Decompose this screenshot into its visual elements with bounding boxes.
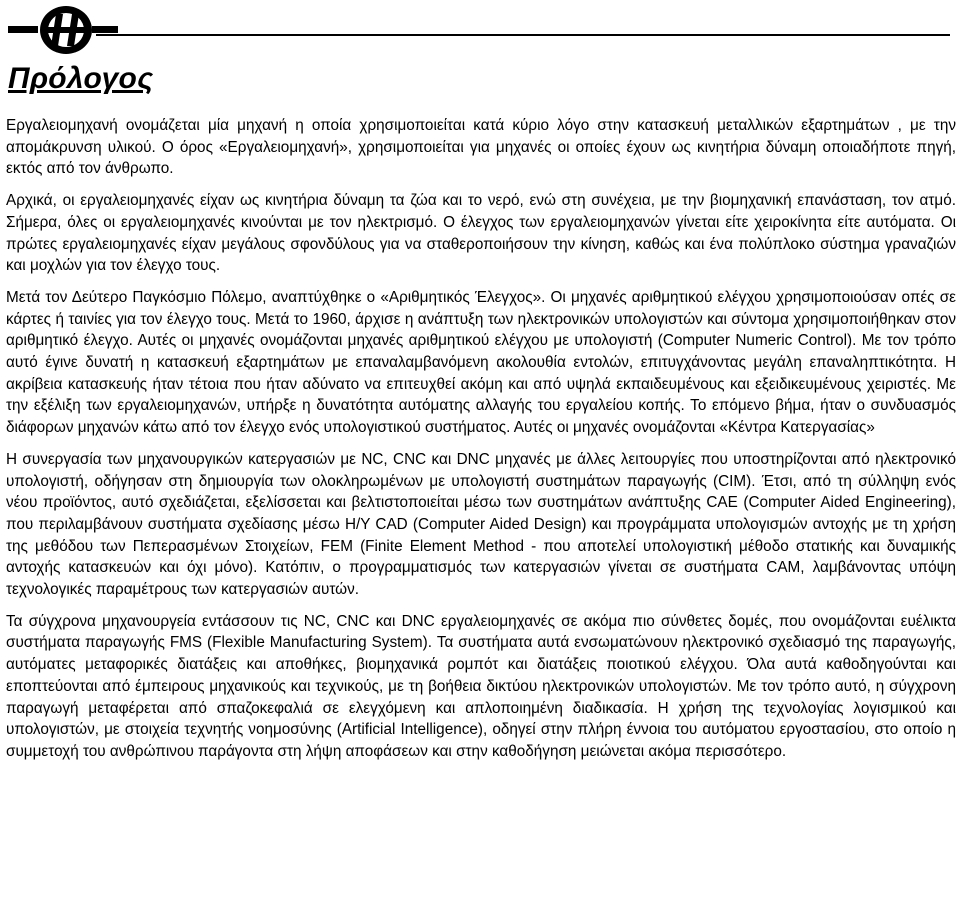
haas-logo-icon xyxy=(8,4,118,56)
paragraph: Η συνεργασία των μηχανουργικών κατεργασιών με NC, CNC και DNC μηχανές με άλλες λειτουργίες που υποστηρίζονται από ηλεκτρονικό υπολογιστή, οδήγησαν στη δημιουργία των ολοκληρωμένων με υπολογιστή συστημάτων παραγωγής (CIM). Έτσι, από τη σύλληψη ενός νέου προϊόντος, αυτό σχεδιάζεται, εξελίσσεται και βελτιστοποιείται μέσω των συστημάτων ανάπτυξης CAE (Computer Aided Engineering), που περιλαμβάνουν συστήματα σχεδίασης μέσω H/Y CAD (Computer Aided Design) και προγράμματα υπολογισμών αντοχής με τη χρήση της μεθόδου των Πεπερασμένων Στοιχείων, FEM (Finite Element Method - που αποτελεί υπολογιστική μέθοδο στατικής και δυναμικής αντοχής κατασκευών και όχι μόνο). Κατόπιν, ο προγραμματισμός των κατεργασιών γίνεται σε συστήματα CAM, λαμβάνοντας υπόψη τεχνολογικές παραμέτρους των κατεργασιών αυτών. xyxy=(6,450,956,599)
document-body xyxy=(6,115,956,773)
page-header xyxy=(0,0,960,60)
paragraph: Μετά τον Δεύτερο Παγκόσμιο Πόλεμο, αναπτύχθηκε ο «Αριθμητικός Έλεγχος». Οι μηχανές αριθμητικού ελέγχου χρησιμοποιούσαν οπές σε κάρτες ή ταινίες για τον έλεγχο τους. Μετά το 1960, άρχισε η ανάπτυξη των ηλεκτρονικών υπολογιστών και σύντομα χρησιμοποιήθηκαν στον αριθμητικό έλεγχο. Αυτές οι μηχανές ονομάζονται μηχανές αριθμητικού ελέγχου με υπολογιστή (Computer Numeric Control). Με τον τρόπο αυτό έγινε δυνατή η κατασκευή εξαρτημάτων με επαναλαμβανόμενη ακολουθία εντολών, επιτυγχάνοντας μεγάλη επαναληπτικότητα. Η ακρίβεια κατασκευής ήταν τέτοια που ήταν αδύνατο να επιτευχθεί ακόμη και από υψηλά εκπαιδευμένους και εξειδικευμένους χειριστές. Με την εξέλιξη των εργαλειομηχανών, υπήρξε η δυνατότητα αυτόματης αλλαγής του εργαλείου κοπής. Το επόμενο βήμα, ήταν ο συνδυασμός διάφορων μηχανών κάτω από τον έλεγχο ενός υπολογιστικού συστήματος. Αυτές οι μηχανές ονομάζονται «Κέντρα Κατεργασίας» xyxy=(6,288,956,437)
page-title: Πρόλογος xyxy=(8,62,154,95)
paragraph: Αρχικά, οι εργαλειομηχανές είχαν ως κινητήρια δύναμη τα ζώα και το νερό, ενώ στη συνέχεια, με την βιομηχανική επανάσταση, τον ατμό. Σήμερα, όλες οι εργαλειομηχανές κινούνται με τον ηλεκτρισμό. Ο έλεγχος των εργαλειομηχανών γίνεται είτε χειροκίνητα είτε αυτόματα. Οι πρώτες εργαλειομηχανές είχαν μεγάλους σφονδύλους για να σταθεροποιήσουν την κίνηση, καθώς και ένα πολύπλοκο σύστημα γραναζιών και μοχλών για τον έλεγχο τους. xyxy=(6,192,956,275)
paragraph: Εργαλειομηχανή ονομάζεται μία μηχανή η οποία χρησιμοποιείται κατά κύριο λόγο στην κατασκευή μεταλλικών εξαρτημάτων , με την απομάκρυνση υλικού. Ο όρος «Εργαλειομηχανή», χρησιμοποιείται για μηχανές οι οποίες έχουν ως κινητήρια δύναμη οποιαδήποτε πηγή, εκτός από τον άνθρωπο. xyxy=(6,117,956,178)
paragraph: Τα σύγχρονα μηχανουργεία εντάσσουν τις NC, CNC και DNC εργαλειομηχανές σε ακόμα πιο σύνθετες δομές, που ονομάζονται ευέλικτα συστήματα παραγωγής FMS (Flexible Manufacturing System). Τα συστήματα αυτά ενσωματώνουν ηλεκτρονικό σχεδιασμό της παραγωγής, αυτόματες μεταφορικές διατάξεις και αποθήκες, βιομηχανικά ρομπότ και διατάξεις ποιοτικού ελέγχου. Όλα αυτά καθοδηγούνται και εποπτεύονται από έμπειρους μηχανικούς και τεχνικούς, με τη βοήθεια δικτύου ηλεκτρονικών υπολογιστών. Με τον τρόπο αυτό, η σύγχρονη παραγωγή μεταφέρεται από σπαζοκεφαλιά σε ελεγχόμενη και απλοποιημένη διαδικασία. Η χρήση της τεχνολογίας λογισμικού και υπολογιστών, με στοιχεία τεχνητής νοημοσύνης (Artificial Intelligence), οδηγεί στην πλήρη έννοια του αυτόματου εργοστασίου, στο οποίο η συμμετοχή του ανθρώπινου παράγοντα στη λήψη αποφάσεων και στην καθοδήγηση μειώνεται ακόμα περισσότερο. xyxy=(6,612,956,760)
header-rule xyxy=(96,34,950,36)
